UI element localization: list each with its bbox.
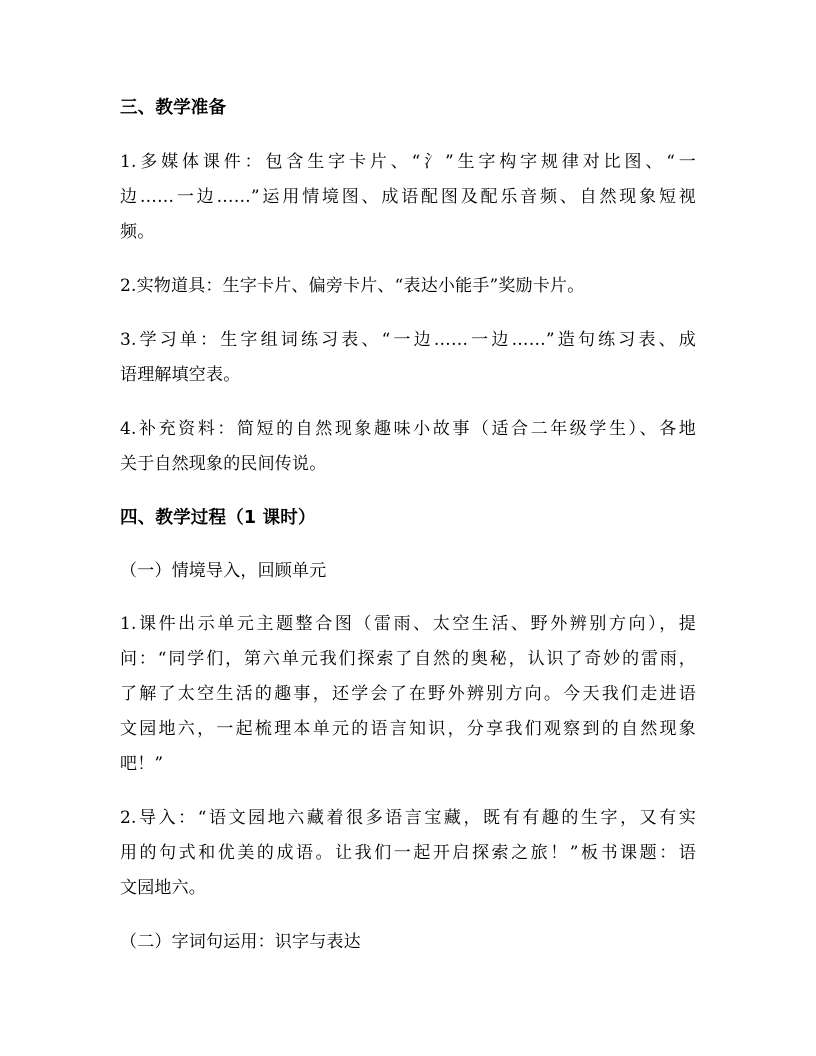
paragraph-line: 边……一边……”运用情境图、成语配图及配乐音频、自然现象短视 [120,187,696,207]
paragraph-line: 用的句式和优美的成语。让我们一起开启探索之旅！”板书课题：语 [120,843,696,863]
paragraph-line: 关于自然现象的民间传说。 [120,454,327,474]
paragraph-line: 2.实物道具：生字卡片、偏旁卡片、“表达小能手”奖励卡片。 [120,276,585,296]
paragraph-line: 语理解填空表。 [120,365,241,385]
paragraph-line: 问：“同学们，第六单元我们探索了自然的奥秘，认识了奇妙的雷雨， [120,649,696,669]
paragraph-line: 1.课件出示单元主题整合图（雷雨、太空生活、野外辨别方向），提 [120,614,696,634]
paragraph-line: 2.导入：“语文园地六藏着很多语言宝藏，既有有趣的生字，又有实 [120,808,696,828]
paragraph-line: 3.学习单：生字组词练习表、“一边……一边……”造句练习表、成 [120,330,696,350]
section-heading-preparation: 三、教学准备 [120,98,227,118]
subsection-heading: （二）字词句运用：识字与表达 [120,932,361,952]
paragraph-line: 1.多媒体课件：包含生字卡片、“氵”生字构字规律对比图、“一 [120,152,696,172]
subsection-heading: （一）情境导入，回顾单元 [120,561,327,581]
paragraph-line: 频。 [120,222,155,242]
paragraph-line: 文园地六。 [120,878,206,898]
paragraph-line: 了解了太空生活的趣事，还学会了在野外辨别方向。今天我们走进语 [120,684,696,704]
paragraph-line: 文园地六，一起梳理本单元的语言知识，分享我们观察到的自然现象 [120,719,696,739]
paragraph-line: 吧！” [120,754,164,774]
paragraph-line: 4.补充资料：简短的自然现象趣味小故事（适合二年级学生）、各地 [120,419,696,439]
section-heading-process: 四、教学过程（1 课时） [120,508,316,528]
